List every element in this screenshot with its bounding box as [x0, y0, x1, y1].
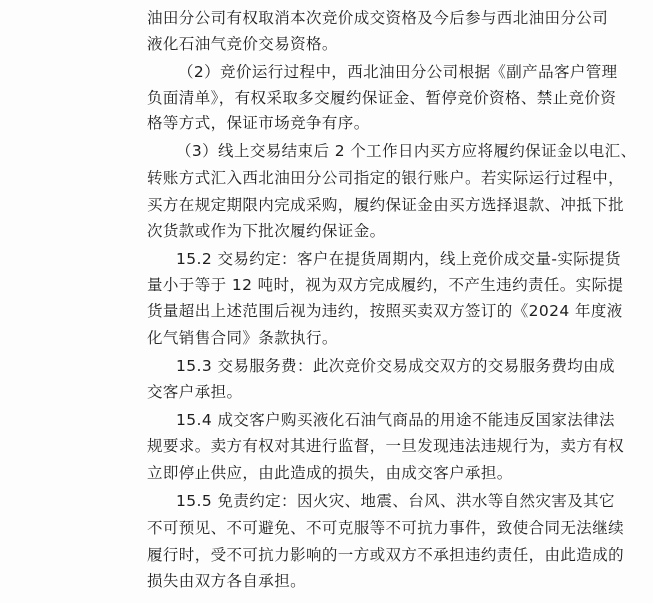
text-line: 15.5 免责约定：因火灾、地震、台风、洪水等自然灾害及其它 — [176, 492, 615, 510]
text-line: 立即停止供应，由此造成的损失，由成交客户承担。 — [147, 464, 513, 482]
text-line: 量小于等于 12 吨时，视为双方完成履约，不产生违约责任。实际提 — [147, 276, 624, 294]
text-line: 油田分公司有权取消本次竞价成交资格及今后参与西北油田分公司 — [147, 9, 609, 27]
text-line: 买方在规定期限内完成采购，履约保证金由买方选择退款、冲抵下批 — [147, 196, 625, 214]
text-line: 货量超出上述范围后视为违约，按照买卖双方签订的《2024 年度液 — [147, 302, 623, 320]
text-line: 化气销售合同》条款执行。 — [147, 329, 338, 347]
text-line: 液化石油气竞价交易资格。 — [147, 35, 338, 53]
text-line: 15.4 成交客户购买液化石油气商品的用途不能违反国家法律法 — [176, 411, 615, 429]
text-line: （2）竞价运行过程中，西北油田分公司根据《副产品客户管理 — [178, 63, 618, 81]
text-line: 损失由双方各自承担。 — [147, 572, 307, 590]
text-line: 规要求。卖方有权对其进行监督，一旦发现违法违规行为，卖方有权 — [147, 437, 625, 455]
text-line: 履行时，受不可抗力影响的一方或双方不承担违约责任，由此造成的 — [147, 546, 625, 564]
text-line: （3）线上交易结束后 2 个工作日内买方应将履约保证金以电汇、 — [176, 142, 637, 160]
text-line: 交客户承担。 — [147, 383, 243, 401]
text-line: 次货款或作为下批次履约保证金。 — [147, 222, 386, 240]
text-line: 15.3 交易服务费：此次竞价交易成交双方的交易服务费均由成 — [176, 357, 615, 375]
text-line: 不可预见、不可避免、不可克服等不可抗力事件，致使合同无法继续 — [147, 519, 625, 537]
text-line: 格等方式，保证市场竞争有序。 — [147, 114, 370, 132]
text-line: 15.2 交易约定：客户在提货周期内，线上竞价成交量-实际提货 — [176, 250, 621, 268]
text-line: 负面清单》，有权采取多交履约保证金、暂停竞价资格、禁止竞价资 — [147, 89, 617, 107]
text-line: 转账方式汇入西北油田分公司指定的银行账户。若实际运行过程中， — [147, 169, 625, 187]
